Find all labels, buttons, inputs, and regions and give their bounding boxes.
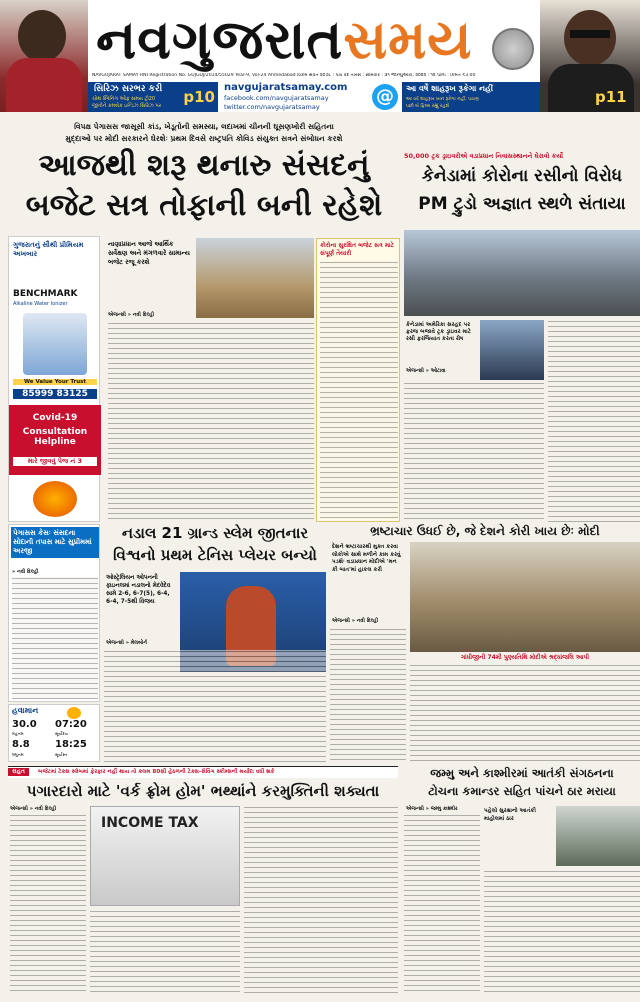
- ad-phone[interactable]: 85999 83125: [13, 389, 97, 399]
- kashmir-image: [556, 806, 640, 866]
- pegasus-byline: » નવી દિલ્હી: [12, 569, 39, 575]
- rasna-logo-icon: [33, 481, 77, 517]
- promo-left-page: p10: [183, 88, 215, 106]
- facebook-link[interactable]: facebook.com/navgujaratsamay: [224, 94, 329, 102]
- covid-sub: Consultation Helpline: [22, 427, 88, 447]
- wfh-kicker-bar: [8, 766, 398, 778]
- promo-right-title: આ વર્ષે શાહરૂખ રૂકેગા નહીં: [406, 84, 494, 93]
- ad-gujarat-title: ગુજરાતનું સૌથી પ્રીમિયમ અખબાર: [13, 241, 84, 258]
- lead-kicker-1: વિપક્ષ પેગાસસ જાસૂસી કાંડ, ખેડૂતોની સમસ્યા, લદાખમાં ચીનની ઘૂસણખોરી સહિતના: [74, 122, 334, 131]
- modi-body-text: [330, 628, 406, 762]
- lead-sidebar-title: કોરોના સુરક્ષિત બજેટ સત્ર માટે સંપૂર્ણ તૈયારી: [320, 242, 395, 257]
- promo-left-sub2: જીતીને કમબેક ઇન્ડિઝ સિરિઝ પર: [92, 103, 162, 109]
- at-icon: @: [372, 84, 398, 110]
- parliament-image: [196, 238, 314, 318]
- nadal-headline-2[interactable]: વિશ્વનો પ્રથમ ટેનિસ પ્લેયર બન્યો: [113, 546, 317, 564]
- promo-left[interactable]: [88, 82, 218, 112]
- wfh-byline: એજન્સી » નવી દિલ્હી: [10, 806, 57, 812]
- temp-min: 8.8: [12, 739, 30, 750]
- nadal-sub: ઓસ્ટ્રેલિયન ઓપનની ફાઇનલમાં નડાલનો મેદવેદેવ સામે 2-6, 6-7(5), 6-4, 6-4, 7-5થી વિજય: [106, 575, 171, 605]
- wfh-headline[interactable]: પગારદારો માટે 'વર્ક ફ્રોમ હોમ' ભથ્થાંને કરમુક્તિની શક્યતા: [26, 782, 380, 800]
- label-max: મહત્તમ: [12, 731, 24, 736]
- lead-body-text: [108, 322, 314, 522]
- kashmir-headline-2[interactable]: ટોચના કમાન્ડર સહિત પાંચને ઠાર મરાયા: [428, 784, 616, 798]
- twitter-link[interactable]: twitter.com/navgujaratsamay: [224, 103, 320, 111]
- promo-left-sub1: ચોથ સ્પિનિંગ ઓફ સમય ટ્રી20: [92, 96, 156, 102]
- masthead: [0, 0, 640, 112]
- wfh-body-text-2: [90, 910, 240, 994]
- modi-caption: ગાંધીજીની 74મી પુણ્યતિથિ મોદીએ શ્રદ્ધાંજલિ આપી: [460, 654, 590, 661]
- wfh-kicker: રાહત: [8, 768, 29, 776]
- pegasus-title: પેગાસસ કેસઃ સંસદના સોદાની તપાસ માટે સુપ્રીમમાં અરજી: [11, 527, 99, 558]
- canada-byline: એજન્સી » ઓટાવા: [406, 368, 446, 374]
- kashmir-headline-1[interactable]: જમ્મુ અને કાશ્મીરમાં આતંકી સંગઠનના: [430, 766, 614, 780]
- income-tax-label: INCOME TAX: [101, 815, 199, 831]
- sun-cloud-icon: [67, 707, 81, 719]
- masthead-title: [96, 8, 472, 72]
- ad-brand: BENCHMARK: [13, 289, 78, 299]
- covid-foot: મારે જીવવું પેજ નં 3: [13, 457, 97, 466]
- lion-emblem-icon: [492, 28, 534, 70]
- label-set: સૂર્યાસ્ત: [55, 752, 68, 757]
- canada-side-kicker: કેનેડામાં અમેરિકા સરહદ પર ફરજ બજાવે ટ્રક ડ્રાઇવર માટે રસી ફરજિયાત કરતા રોષ: [406, 322, 472, 342]
- kashmir-body-text: [404, 814, 480, 994]
- kashmir-body-text-2: [484, 870, 640, 994]
- canada-kicker: 50,000 ટ્રક ડ્રાઇવરોએ વડાપ્રધાન નિવાસસ્થાનને ઘેરાવો કર્યો: [404, 152, 564, 160]
- promo-left-title: સિરિઝ સરભર કરી: [94, 84, 163, 94]
- kashmir-side: પહેલો સુરક્ષાનો આતંકી માહોલમાં ઠાર: [484, 808, 536, 822]
- registration-line: NAVGUJARAT SAMAY RNI Registration No. GUJGUJ/2014/55029 Year-9, Vol-24 Ahmedabad વિક્રમ સંવત ૨૦૭૮ : પોષ વદ તોરસ : સોમવાર : ૩૧ જાન્યુઆરી, ૨૦૨૨ : ૧૨ પાના : કિંમત ₹3.00: [92, 73, 476, 78]
- nadal-body-text: [104, 650, 326, 762]
- lead-kicker-2: મુદ્દાઓ પર મોદી સરકારને ઘેરશેઃ પ્રથમ દિવસે રાષ્ટ્રપતિ કોવિડ સંયુક્ત સત્રને સંબોધન કરશે: [65, 134, 343, 143]
- promo-right-page: p11: [595, 88, 627, 106]
- canada-body-text: [404, 382, 544, 522]
- promo-right[interactable]: [402, 82, 540, 112]
- sunset: 18:25: [55, 739, 87, 750]
- pegasus-box[interactable]: [8, 524, 100, 702]
- canada-protest-image: [404, 230, 640, 316]
- ad-brand-sub: Alkaline Water Ionizer: [13, 301, 68, 307]
- covid-title: Covid-19: [32, 413, 78, 423]
- ad-column[interactable]: [8, 236, 100, 522]
- masthead-title-part1: નવગુજરાત: [96, 8, 344, 71]
- temp-max: 30.0: [12, 719, 37, 730]
- promo-right-sub2: પછી બે ફિલ્મ રહ્યું રહશે: [406, 104, 450, 109]
- nadal-headline-1[interactable]: નડાલ 21 ગ્રાન્ડ સ્લેમ જીતનાર: [121, 524, 309, 542]
- lead-byline: એજન્સી » નવી દિલ્હી: [108, 312, 155, 318]
- masthead-portrait-left: [0, 0, 88, 112]
- income-tax-image: [90, 806, 240, 906]
- social-links: [220, 82, 368, 112]
- promo-right-sub1: આ વર્ષ શાહરૂખ ખાન રૂકેગા નહીં, પઠાણ: [406, 97, 479, 102]
- water-ionizer-image: [23, 313, 87, 375]
- canada-body-text-2: [548, 320, 640, 522]
- label-min: લઘુત્તમ: [12, 752, 24, 757]
- modi-caption-text: [410, 664, 640, 762]
- modi-headline[interactable]: ભ્રષ્ટાચાર ઉધઈ છે, જે દેશને કોરી ખાય છેઃ મોદી: [370, 524, 600, 538]
- lead-headline-1[interactable]: આજથી શરૂ થનારુ સંસદનું: [38, 148, 370, 183]
- web-url[interactable]: navgujaratsamay.com: [224, 82, 348, 93]
- wfh-body-text: [10, 814, 86, 994]
- canada-headline-1[interactable]: કેનેડામાં કોરોના રસીનો વિરોધ: [421, 166, 623, 186]
- label-rise: સૂર્યોદય: [55, 731, 68, 736]
- canada-headline-2[interactable]: PM ટ્રુડો અજ્ઞાત સ્થળે સંતાયા: [418, 194, 626, 214]
- kashmir-byline: એજન્સી » જમ્મુ કાશ્મીર: [406, 806, 458, 812]
- trudeau-portrait: [480, 320, 544, 380]
- modi-sub: દેશને ભ્રષ્ટાચારથી મુક્ત કરવા લોકોએ સાથે મળીને કામ કરવું પડશેઃ વડાપ્રધાન મોદીએ 'મન કી બાત'માં હાકલ કરી: [332, 544, 401, 573]
- wfh-kicker-text: બજેટમાં ટેક્સ સ્લેબમાં ફેરફાર નહીં થાય તો કલમ 80સી હેઠળની ટેક્સ-સેવિંગ સ્કીમ્સની મર્યાદા વધી શકે: [38, 769, 275, 775]
- weather-title: હવામાન: [12, 706, 39, 715]
- lead-sidebar-box: [316, 238, 400, 522]
- covid-ad[interactable]: [9, 405, 101, 475]
- lead-sub-kicker: નાણાપ્રધાન આજે આર્થિક સર્વેક્ષણ અને મંગળવારે સામાન્ય બજેટ રજૂ કરશે: [108, 240, 190, 266]
- sunrise: 07:20: [55, 719, 87, 730]
- modi-byline: એજન્સી » નવી દિલ્હી: [332, 618, 379, 624]
- nadal-byline: એજન્સી » મેલબોર્ન: [106, 640, 148, 646]
- wfh-body-text-3: [244, 806, 398, 994]
- masthead-title-part2: સમય: [343, 8, 473, 71]
- weather-box: [8, 704, 100, 762]
- lead-headline-2[interactable]: બજેટ સત્ર તોફાની બની રહેશે: [25, 188, 383, 223]
- ad-brand-tag: We Value Your Trust: [13, 379, 97, 385]
- modi-image: [410, 542, 640, 652]
